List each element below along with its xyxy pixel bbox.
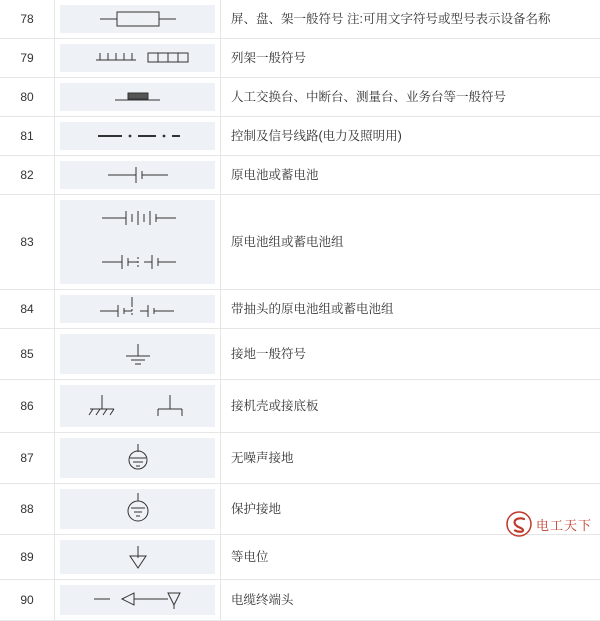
row-number: 79 <box>0 39 55 78</box>
primary-cell-icon <box>60 161 215 189</box>
table-row <box>0 380 600 433</box>
symbol-cell <box>55 117 221 156</box>
row-rack-general-icon <box>60 44 215 72</box>
table-row <box>0 433 600 484</box>
cable-termination-icon <box>60 585 215 615</box>
symbol-cell <box>55 380 221 433</box>
row-number: 78 <box>0 0 55 39</box>
row-number: 82 <box>0 156 55 195</box>
table-row <box>0 580 600 621</box>
row-description: 电缆终端头 <box>221 580 600 621</box>
symbol-cell <box>55 78 221 117</box>
row-description: 接地一般符号 <box>221 329 600 380</box>
table-row <box>0 290 600 329</box>
row-number: 81 <box>0 117 55 156</box>
row-description: 原电池组或蓄电池组 <box>221 195 600 290</box>
row-description: 等电位 <box>221 535 600 580</box>
symbol-cell <box>55 329 221 380</box>
chassis-ground-icon <box>60 385 215 427</box>
symbol-cell <box>55 580 221 621</box>
row-number: 87 <box>0 433 55 484</box>
row-number: 88 <box>0 484 55 535</box>
row-number: 86 <box>0 380 55 433</box>
row-number: 80 <box>0 78 55 117</box>
row-description: 屏、盘、架一般符号 注:可用文字符号或型号表示设备名称 <box>221 0 600 39</box>
row-description: 无噪声接地 <box>221 433 600 484</box>
symbol-cell <box>55 156 221 195</box>
row-number: 84 <box>0 290 55 329</box>
symbol-cell <box>55 433 221 484</box>
battery-bank-icon <box>60 200 215 284</box>
symbol-cell <box>55 290 221 329</box>
protective-earth-icon <box>60 489 215 529</box>
equipotential-icon <box>60 540 215 574</box>
noiseless-earth-icon <box>60 438 215 478</box>
tapped-battery-icon <box>60 295 215 323</box>
row-number: 90 <box>0 580 55 621</box>
table-row <box>0 484 600 535</box>
manual-switchboard-icon <box>60 83 215 111</box>
panel-rack-general-icon <box>60 5 215 33</box>
table-row <box>0 329 600 380</box>
symbol-cell <box>55 39 221 78</box>
symbol-cell <box>55 535 221 580</box>
symbol-cell <box>55 484 221 535</box>
row-description: 控制及信号线路(电力及照明用) <box>221 117 600 156</box>
row-description: 人工交换台、中断台、测量台、业务台等一般符号 <box>221 78 600 117</box>
row-description: 保护接地 <box>221 484 600 535</box>
watermark-text: 电工天下 <box>536 515 592 534</box>
row-number: 85 <box>0 329 55 380</box>
symbol-cell <box>55 0 221 39</box>
table-row <box>0 195 600 290</box>
earth-general-icon <box>60 334 215 374</box>
row-description: 带抽头的原电池组或蓄电池组 <box>221 290 600 329</box>
table-row <box>0 156 600 195</box>
symbol-cell <box>55 195 221 290</box>
row-description: 列架一般符号 <box>221 39 600 78</box>
control-signal-line-icon <box>60 122 215 150</box>
table-row <box>0 78 600 117</box>
table-row <box>0 117 600 156</box>
row-description: 接机壳或接底板 <box>221 380 600 433</box>
table-row <box>0 0 600 39</box>
table-row <box>0 39 600 78</box>
row-number: 83 <box>0 195 55 290</box>
table-row <box>0 535 600 580</box>
row-description: 原电池或蓄电池 <box>221 156 600 195</box>
row-number: 89 <box>0 535 55 580</box>
